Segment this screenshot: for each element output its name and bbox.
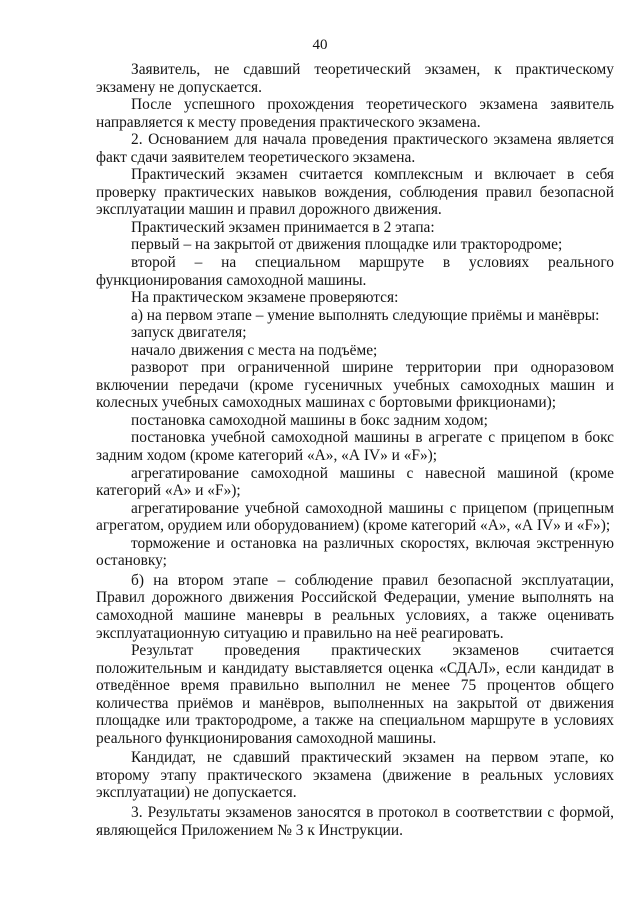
list-item: постановка учебной самоходной машины в агрегате с прицепом в бокс задним ходом (кроме категорий «А», «А IV» и «F»);: [96, 429, 614, 465]
page-number: 40: [312, 37, 328, 53]
paragraph: На практическом экзамене проверяются:: [131, 289, 399, 307]
list-item: второй – на специальном маршруте в условиях реального функционирования самоходной машины.: [96, 254, 614, 289]
list-item: постановка самоходной машины в бокс задним ходом;: [131, 411, 488, 429]
paragraph: После успешного прохождения теоретического экзамена заявитель направляется к месту проведения практического экзамена.: [96, 96, 614, 131]
list-item: б) на втором этапе – соблюдение правил безопасной эксплуатации, Правил дорожного движения Российской Федерации, умение выполнять на самоходной машине маневры в реальных условиях, а также оценивать эксплуатационную ситуацию и правильно на неё реагировать.: [96, 571, 614, 642]
list-item: первый – на закрытой от движения площадке или трактородроме;: [131, 236, 563, 254]
list-item: а) на первом этапе – умение выполнять следующие приёмы и манёвры:: [131, 306, 600, 324]
paragraph: 3. Результаты экзаменов заносятся в протокол в соответствии с формой, являющейся Приложением № 3 к Инструкции.: [96, 803, 614, 839]
document-body: [96, 61, 614, 839]
paragraph: Практический экзамен считается комплексным и включает в себя проверку практических навыков вождения, соблюдения правил безопасной эксплуатации машин и правил дорожного движения.: [96, 166, 614, 219]
paragraph: 2. Основанием для начала проведения практического экзамена является факт сдачи заявителем теоретического экзамена.: [96, 131, 614, 166]
list-item: запуск двигателя;: [131, 324, 247, 342]
paragraph: Результат проведения практических экзаменов считается положительным и кандидату выставляется оценка «СДАЛ», если кандидат в отведённое время правильно выполнил не менее 75 процентов общего количества приёмов и манёвров, выполненных на закрытой от движения площадке или трактородроме, а также на специальном маршруте в условиях реального функционирования самоходной машины.: [96, 642, 614, 747]
list-item: агрегатирование учебной самоходной машины с прицепом (прицепным агрегатом, орудием или оборудованием) (кроме категорий «А», «А IV» и «F»);: [96, 499, 614, 535]
paragraph: Практический экзамен принимается в 2 этапа:: [131, 218, 435, 236]
list-item: торможение и остановка на различных скоростях, включая экстренную остановку;: [96, 534, 614, 570]
paragraph: Кандидат, не сдавший практический экзамен на первом этапе, ко второму этапу практического экзамена (движение в реальных условиях эксплуатации) не допускается.: [96, 749, 614, 802]
list-item: агрегатирование самоходной машины с навесной машиной (кроме категорий «А» и «F»);: [96, 464, 614, 500]
paragraph: Заявитель, не сдавший теоретический экзамен, к практическому экзамену не допускается.: [96, 61, 614, 96]
list-item: начало движения с места на подъёме;: [131, 341, 378, 359]
list-item: разворот при ограниченной ширине территории при одноразовом включении передачи (кроме гусеничных учебных самоходных машин и колесных учебных самоходных машинах с бортовыми фрикционами);: [96, 359, 614, 412]
